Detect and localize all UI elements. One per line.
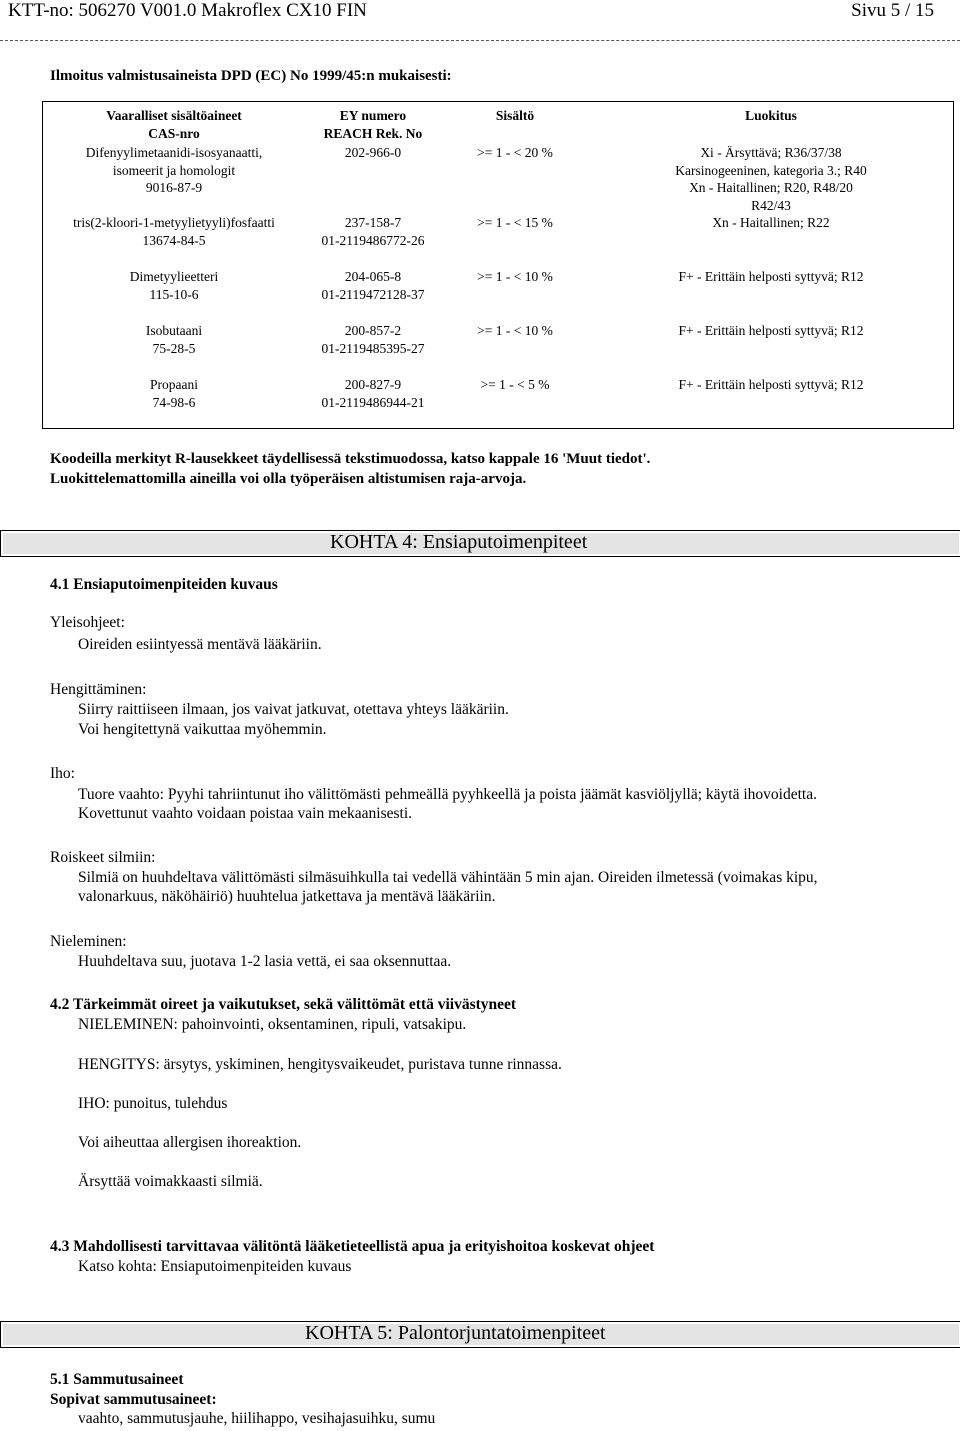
table-row-1-name: Difenyylimetaanidi-isosyanaatti, isomeerit ja homologit 9016-87-9 bbox=[85, 145, 263, 195]
inhalation-text-2: Voi hengitettynä vaikuttaa myöhemmin. bbox=[78, 721, 327, 738]
table-row-4-ec: 200-857-2 01-2119485395-27 bbox=[321, 323, 425, 356]
general-text: Oireiden esiintyessä mentävä lääkäriin. bbox=[78, 636, 322, 653]
subsection-4-1-title: 4.1 Ensiaputoimenpiteiden kuvaus bbox=[50, 576, 278, 593]
symptom-ingestion: NIELEMINEN: pahoinvointi, oksentaminen, ripuli, vatsakipu. bbox=[78, 1016, 467, 1033]
page-number: Sivu 5 / 15 bbox=[851, 0, 934, 21]
symptom-allergy: Voi aiheuttaa allergisen ihoreaktion. bbox=[78, 1134, 302, 1151]
skin-text-1: Tuore vaahto: Pyyhi tahriintunut iho välittömästi pehmeällä pyyhkeellä ja poista jäämät kasviöljyllä; käytä ihovoidetta. bbox=[78, 786, 817, 803]
eyes-label: Roiskeet silmiin: bbox=[50, 849, 156, 866]
suitable-media-label: Sopivat sammutusaineet: bbox=[50, 1391, 217, 1408]
table-row-2-classification: Xn - Haitallinen; R22 bbox=[712, 215, 830, 230]
subsection-4-3-title: 4.3 Mahdollisesti tarvittavaa välitöntä lääketieteellistä apua ja erityishoitoa koskevat ohjeet bbox=[50, 1238, 655, 1255]
table-row-2-ec: 237-158-7 01-2119486772-26 bbox=[321, 215, 425, 248]
col-header-ec-number: EY numero REACH Rek. No bbox=[323, 108, 423, 141]
eyes-text-1: Silmiä on huuhdeltava välittömästi silmäsuihkulla tai vedellä vähintään 5 min ajan. Oireiden ilmetessä (voimakas kipu, bbox=[78, 869, 818, 886]
table-row-5-content: >= 1 - < 5 % bbox=[480, 377, 550, 392]
table-row-1-content: >= 1 - < 20 % bbox=[477, 145, 553, 160]
subsection-5-1-title: 5.1 Sammutusaineet bbox=[50, 1371, 184, 1388]
table-row-2-name: tris(2-kloori-1-metyylietyyli)fosfaatti 13674-84-5 bbox=[73, 215, 275, 248]
r-phrase-note: Koodeilla merkityt R-lausekkeet täydellisessä tekstimuodossa, katso kappale 16 'Muut tiedot'. bbox=[50, 451, 651, 467]
table-row-1-ec: 202-966-0 bbox=[344, 145, 402, 160]
col-header-classification: Luokitus bbox=[745, 108, 797, 123]
ingestion-label: Nieleminen: bbox=[50, 933, 127, 950]
table-row-5-ec: 200-827-9 01-2119486944-21 bbox=[321, 377, 425, 410]
table-row-5-name: Propaani 74-98-6 bbox=[150, 377, 198, 410]
header-divider bbox=[0, 40, 960, 41]
section-5-title: KOHTA 5: Palontorjuntatoimenpiteet bbox=[305, 1322, 606, 1344]
exposure-limit-note: Luokittelemattomilla aineilla voi olla työperäisen altistumisen raja-arvoja. bbox=[50, 471, 527, 487]
symptom-inhalation: HENGITYS: ärsytys, yskiminen, hengitysvaikeudet, puristava tunne rinnassa. bbox=[78, 1056, 562, 1073]
symptom-eyes: Ärsyttää voimakkaasti silmiä. bbox=[78, 1173, 263, 1190]
subsection-4-3-text: Katso kohta: Ensiaputoimenpiteiden kuvaus bbox=[78, 1258, 352, 1275]
symptom-skin: IHO: punoitus, tulehdus bbox=[78, 1095, 228, 1112]
inhalation-text-1: Siirry raittiiseen ilmaan, jos vaivat jatkuvat, otettava yhteys lääkäriin. bbox=[78, 701, 509, 718]
table-row-3-content: >= 1 - < 10 % bbox=[477, 269, 553, 284]
inhalation-label: Hengittäminen: bbox=[50, 681, 147, 698]
skin-text-2: Kovettunut vaahto voidaan poistaa vain mekaanisesti. bbox=[78, 805, 413, 822]
table-row-2-content: >= 1 - < 15 % bbox=[477, 215, 553, 230]
table-row-4-content: >= 1 - < 10 % bbox=[477, 323, 553, 338]
table-row-4-classification: F+ - Erittäin helposti syttyvä; R12 bbox=[678, 323, 864, 338]
eyes-text-2: valonarkuus, näköhäiriö) huuhtelua jatkettava ja mentävä lääkäriin. bbox=[78, 888, 496, 905]
subsection-4-2-title: 4.2 Tärkeimmät oireet ja vaikutukset, sekä välittömät että viivästyneet bbox=[50, 996, 517, 1013]
ingestion-text: Huuhdeltava suu, juotava 1-2 lasia vettä, ei saa oksennuttaa. bbox=[78, 953, 452, 970]
document-header-left: KTT-no: 506270 V001.0 Makroflex CX10 FIN bbox=[8, 0, 367, 21]
table-row-1-classification: Xi - Ärsyttävä; R36/37/38 Karsinogeeninen, kategoria 3.; R40 Xn - Haitallinen; R20, R48/20 R42/43 bbox=[675, 145, 867, 213]
skin-label: Iho: bbox=[50, 765, 75, 782]
col-header-ingredients: Vaaralliset sisältöaineet CAS-nro bbox=[106, 108, 242, 141]
suitable-media-text: vaahto, sammutusjauhe, hiilihappo, vesihajasuihku, sumu bbox=[78, 1410, 436, 1427]
general-label: Yleisohjeet: bbox=[50, 614, 125, 631]
table-row-4-name: Isobutaani 75-28-5 bbox=[145, 323, 203, 356]
declaration-heading: Ilmoitus valmistusaineista DPD (EC) No 1999/45:n mukaisesti: bbox=[50, 68, 452, 84]
section-4-title: KOHTA 4: Ensiaputoimenpiteet bbox=[330, 531, 588, 553]
table-row-5-classification: F+ - Erittäin helposti syttyvä; R12 bbox=[678, 377, 864, 392]
table-row-3-name: Dimetyylieetteri 115-10-6 bbox=[129, 269, 219, 302]
col-header-content: Sisältö bbox=[495, 108, 535, 123]
table-row-3-ec: 204-065-8 01-2119472128-37 bbox=[321, 269, 425, 302]
table-row-3-classification: F+ - Erittäin helposti syttyvä; R12 bbox=[678, 269, 864, 284]
